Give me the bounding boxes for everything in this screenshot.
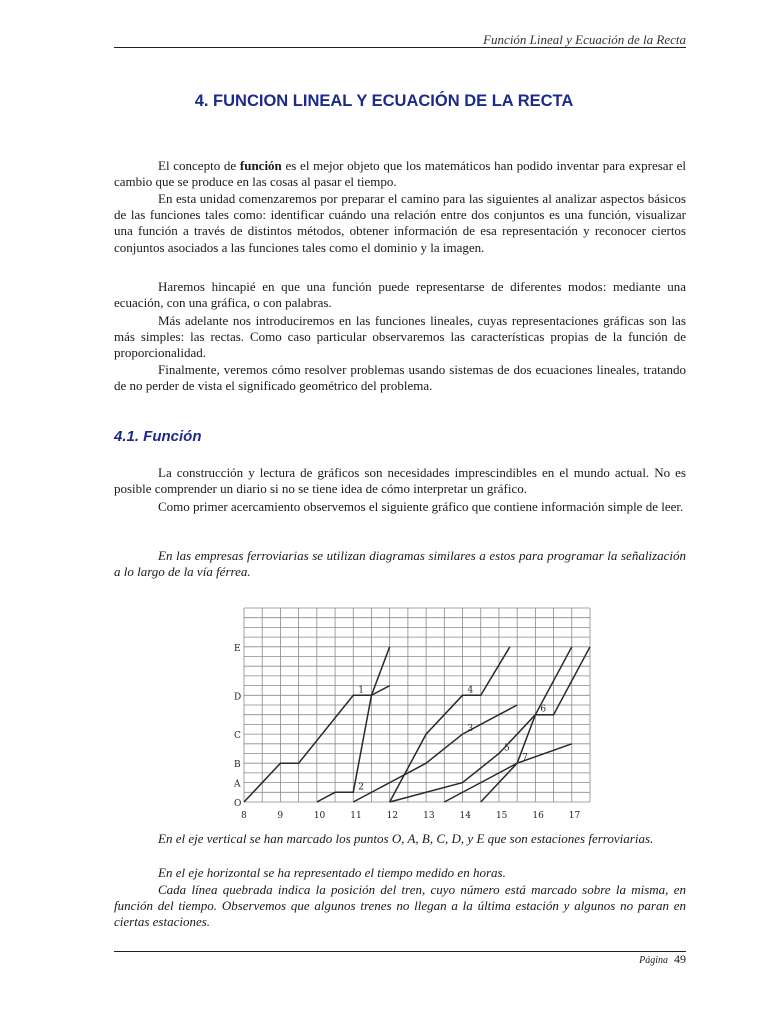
chart-caption-3: Cada línea quebrada indica la posición del tren, cuyo número está marcado sobre la misma, en función del tiempo. Observemos que algunos trenes no llegan a la última estación y algunos no paran en ciertas estaciones. bbox=[114, 882, 686, 930]
header-rule bbox=[114, 47, 686, 48]
train-number-label: 5 bbox=[503, 743, 510, 754]
chart-intro-italic: En las empresas ferroviarias se utilizan diagramas similares a estos para programar la señalización a lo largo de la vía férrea. bbox=[114, 548, 686, 580]
chapter-title: 4. FUNCION LINEAL Y ECUACIÓN DE LA RECTA bbox=[194, 92, 574, 110]
chart-grid bbox=[244, 608, 590, 802]
train-number-label: 1 bbox=[358, 685, 364, 696]
intro-paragraph-2: En esta unidad comenzaremos por preparar el camino para las siguientes al analizar aspectos básicos de las funciones tales como: identificar cuándo una relación entre dos conjuntos es una función, visualizar una función a través de distintos métodos, obtener información de esa representación y reconocer ciertos conjuntos asociados a las funciones tales como el dominio y la imagen. bbox=[114, 191, 686, 255]
station-label: A bbox=[234, 779, 241, 790]
footer-rule bbox=[114, 951, 686, 952]
train-number-label: 7 bbox=[522, 753, 528, 764]
running-header: Función Lineal y Ecuación de la Recta bbox=[483, 32, 686, 47]
intro-paragraph-3: Haremos hincapié en que una función puede representarse de diferentes modos: mediante una ecuación, con una gráfica, o con palabras. bbox=[114, 279, 686, 311]
train-diagram-chart bbox=[228, 602, 598, 824]
train-number-label: 6 bbox=[540, 704, 547, 715]
x-tick-label: 15 bbox=[495, 811, 508, 821]
station-label: C bbox=[234, 731, 241, 742]
x-tick-label: 11 bbox=[350, 811, 362, 821]
x-tick-label: 9 bbox=[277, 811, 284, 821]
section-heading: 4.1. Función bbox=[114, 428, 202, 445]
x-tick-label: 16 bbox=[532, 811, 544, 821]
intro-paragraph-1: El concepto de función es el mejor objeto que los matemáticos han podido inventar para expresar el cambio que se produce en las cosas al pasar el tiempo. bbox=[114, 158, 686, 190]
station-label: D bbox=[234, 692, 242, 703]
page-footer bbox=[639, 952, 686, 967]
section-paragraph-2: Como primer acercamiento observemos el siguiente gráfico que contiene información simple de leer. bbox=[158, 499, 684, 514]
train-number-label: 2 bbox=[358, 782, 364, 793]
x-tick-label: 17 bbox=[568, 811, 581, 821]
station-label: B bbox=[234, 760, 241, 771]
train-number-label: 3 bbox=[467, 724, 474, 735]
train-number-label: 4 bbox=[467, 685, 474, 696]
chart-caption-2: En el eje horizontal se ha representado el tiempo medido en horas. bbox=[158, 865, 506, 880]
station-label: E bbox=[234, 643, 241, 654]
x-tick-label: 14 bbox=[459, 811, 471, 821]
x-tick-label: 8 bbox=[241, 811, 247, 821]
station-label: O bbox=[234, 799, 242, 809]
page-number: 49 bbox=[674, 952, 686, 966]
intro-paragraph-5: Finalmente, veremos cómo resolver problemas usando sistemas de dos ecuaciones lineales, tratando de no perder de vista el significado geométrico del problema. bbox=[114, 362, 686, 394]
section-paragraph-1: La construcción y lectura de gráficos son necesidades imprescindibles en el mundo actual. No es posible comprender un diario si no se tiene idea de cómo interpretar un gráfico. bbox=[114, 465, 686, 497]
intro-paragraph-4: Más adelante nos introduciremos en las funciones lineales, cuyas representaciones gráficas son las más simples: las rectas. Como caso particular observaremos las características propias de la función de proporcionalidad. bbox=[114, 313, 686, 361]
x-tick-label: 12 bbox=[386, 811, 399, 821]
page-label: Página bbox=[639, 955, 668, 966]
chart-caption-1: En el eje vertical se han marcado los puntos O, A, B, C, D, y E que son estaciones ferroviarias. bbox=[158, 831, 654, 846]
x-tick-label: 10 bbox=[313, 811, 326, 821]
x-tick-label: 13 bbox=[423, 811, 435, 821]
